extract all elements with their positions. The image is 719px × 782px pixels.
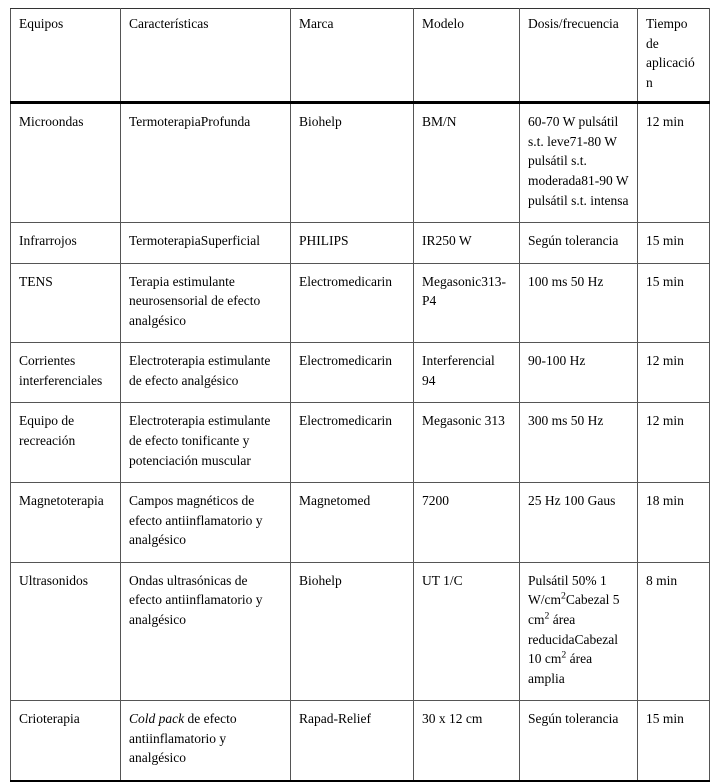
header-modelo: Modelo: [414, 9, 520, 103]
row-equipo-de-recreacion: [11, 403, 710, 483]
cell-marca: Rapad-Relief: [291, 701, 414, 781]
cell-dosis: Según tolerancia: [520, 223, 638, 264]
cell-marca: PHILIPS: [291, 223, 414, 264]
cell-dosis: Pulsátil 50% 1 $W/cm^2Cabezal$ 5 $cm^2$ área reducidaCabezal 10 $cm^2$ área amplia: [520, 562, 638, 700]
cell-tiempo: 8 min: [638, 562, 710, 700]
equipment-table: [10, 8, 710, 782]
cell-tiempo: 12 min: [638, 103, 710, 223]
cell-dosis: 90-100 Hz: [520, 343, 638, 403]
cell-equipos: Infrarrojos: [11, 223, 121, 264]
cell-modelo: 7200: [414, 483, 520, 563]
row-crioterapia: [11, 701, 710, 781]
row-infrarrojos: [11, 223, 710, 264]
cell-caracteristicas: Campos magnéticos de efecto antiinflamatorio y analgésico: [121, 483, 291, 563]
cell-marca: Electromedicarin: [291, 343, 414, 403]
cell-equipos: Equipo de recreación: [11, 403, 121, 483]
cell-equipos: Corrientes interferenciales: [11, 343, 121, 403]
header-equipos: Equipos: [11, 9, 121, 103]
cell-caracteristicas: Electroterapia estimulante de efecto tonificante y potenciación muscular: [121, 403, 291, 483]
cell-modelo: Megasonic313-P4: [414, 263, 520, 343]
cell-tiempo: 12 min: [638, 343, 710, 403]
cell-dosis: 25 Hz 100 Gaus: [520, 483, 638, 563]
cell-marca: Biohelp: [291, 103, 414, 223]
row-ultrasonidos: [11, 562, 710, 700]
cell-tiempo: 15 min: [638, 701, 710, 781]
cell-marca: Electromedicarin: [291, 403, 414, 483]
row-magnetoterapia: [11, 483, 710, 563]
header-dosis-frecuencia: Dosis/frecuencia: [520, 9, 638, 103]
cell-equipos: Microondas: [11, 103, 121, 223]
cell-marca: Electromedicarin: [291, 263, 414, 343]
header-caracteristicas: Características: [121, 9, 291, 103]
cell-caracteristicas: Terapia estimulante neurosensorial de efecto analgésico: [121, 263, 291, 343]
cell-equipos: Magnetoterapia: [11, 483, 121, 563]
cell-caracteristicas: TermoterapiaProfunda: [121, 103, 291, 223]
cell-dosis: Según tolerancia: [520, 701, 638, 781]
cell-modelo: BM/N: [414, 103, 520, 223]
cell-marca: Biohelp: [291, 562, 414, 700]
cell-tiempo: 18 min: [638, 483, 710, 563]
cell-caracteristicas: Cold pack de efecto antiinflamatorio y analgésico: [121, 701, 291, 781]
cell-dosis: 60-70 W pulsátil s.t. leve71-80 W pulsátil s.t. moderada81-90 W pulsátil s.t. intensa: [520, 103, 638, 223]
cell-tiempo: 15 min: [638, 263, 710, 343]
cell-tiempo: 15 min: [638, 223, 710, 264]
cell-equipos: TENS: [11, 263, 121, 343]
header-marca: Marca: [291, 9, 414, 103]
header-row: [11, 9, 710, 103]
cell-modelo: Interferencial 94: [414, 343, 520, 403]
cell-tiempo: 12 min: [638, 403, 710, 483]
cell-caracteristicas: Ondas ultrasónicas de efecto antiinflamatorio y analgésico: [121, 562, 291, 700]
cell-modelo: UT 1/C: [414, 562, 520, 700]
cell-dosis: 300 ms 50 Hz: [520, 403, 638, 483]
header-tiempo-aplicacion: Tiempo de aplicación: [638, 9, 710, 103]
cell-equipos: Crioterapia: [11, 701, 121, 781]
cell-caracteristicas: Electroterapia estimulante de efecto analgésico: [121, 343, 291, 403]
cell-modelo: IR250 W: [414, 223, 520, 264]
cell-equipos: Ultrasonidos: [11, 562, 121, 700]
cell-modelo: Megasonic 313: [414, 403, 520, 483]
cell-marca: Magnetomed: [291, 483, 414, 563]
cell-caracteristicas: TermoterapiaSuperficial: [121, 223, 291, 264]
row-microondas: [11, 103, 710, 223]
cell-dosis: 100 ms 50 Hz: [520, 263, 638, 343]
cell-modelo: 30 x 12 cm: [414, 701, 520, 781]
row-tens: [11, 263, 710, 343]
row-corrientes-interferenciales: [11, 343, 710, 403]
